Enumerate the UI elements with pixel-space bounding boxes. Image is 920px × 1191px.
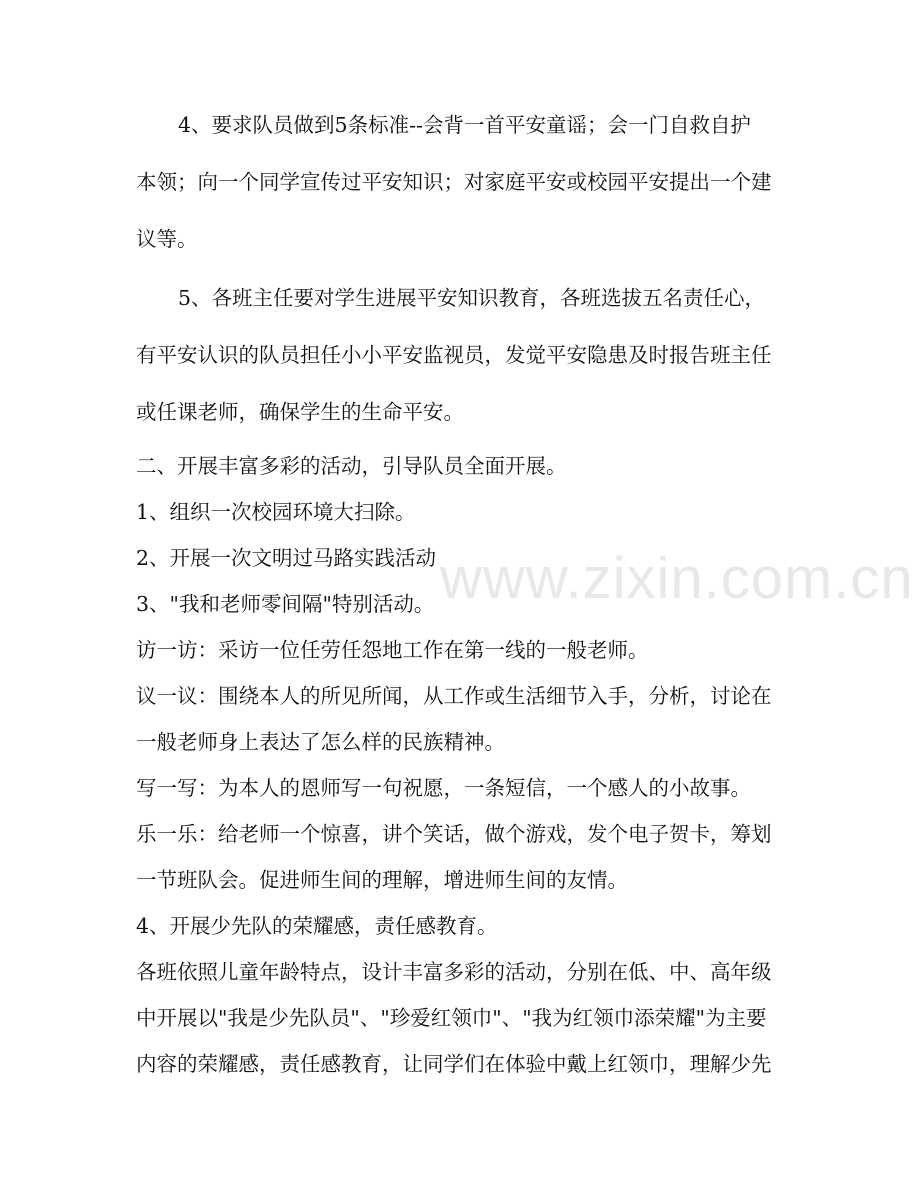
activity-line: 一般老师身上表达了怎么样的民族精神。 (136, 730, 505, 754)
paragraph-line: 本领；向一个同学宣传过平安知识；对家庭平安或校园平安提出一个建 (136, 170, 772, 194)
watermark: www.zixin.com.cn (440, 546, 914, 611)
list-item: 4、开展少先队的荣耀感，责任感教育。 (136, 914, 498, 938)
activity-line: 写一写：为本人的恩师写一句祝愿，一条短信，一个感人的小故事。 (136, 776, 751, 800)
section-heading: 二、开展丰富多彩的活动，引导队员全面开展。 (136, 454, 567, 478)
list-item: 2、开展一次文明过马路实践活动 (136, 546, 437, 570)
activity-line: 乐一乐：给老师一个惊喜，讲个笑话，做个游戏，发个电子贺卡，筹划 (136, 822, 772, 846)
list-item: 1、组织一次校园环境大扫除。 (136, 500, 416, 524)
document-body (136, 114, 786, 1076)
paragraph-line: 内容的荣耀感，责任感教育，让同学们在体验中戴上红领巾，理解少先 (136, 1052, 772, 1076)
paragraph-line: 中开展以"我是少先队员"、"珍爱红领巾"、"我为红领巾添荣耀"为主要 (136, 1006, 767, 1030)
paragraph-line: 有平安认识的队员担任小小平安监视员，发觉平安隐患及时报告班主任 (136, 343, 772, 367)
paragraph-line: 5、各班主任要对学生进展平安知识教育，各班选拔五名责任心， (178, 286, 766, 310)
paragraph-line: 各班依照儿童年龄特点，设计丰富多彩的活动，分别在低、中、高年级 (136, 960, 772, 984)
paragraph-line: 议等。 (136, 227, 198, 251)
paragraph-line: 或任课老师，确保学生的生命平安。 (136, 400, 464, 424)
activity-line: 议一议：围绕本人的所见所闻，从工作或生活细节入手，分析，讨论在 (136, 684, 772, 708)
list-item: 3、"我和老师零间隔"特别活动。 (136, 592, 435, 616)
activity-line: 访一访：采访一位任劳任怨地工作在第一线的一般老师。 (136, 638, 649, 662)
paragraph-line: 4、要求队员做到5条标准--会背一首平安童谣；会一门自救自护 (178, 113, 751, 137)
activity-line: 一节班队会。促进师生间的理解，增进师生间的友情。 (136, 868, 628, 892)
